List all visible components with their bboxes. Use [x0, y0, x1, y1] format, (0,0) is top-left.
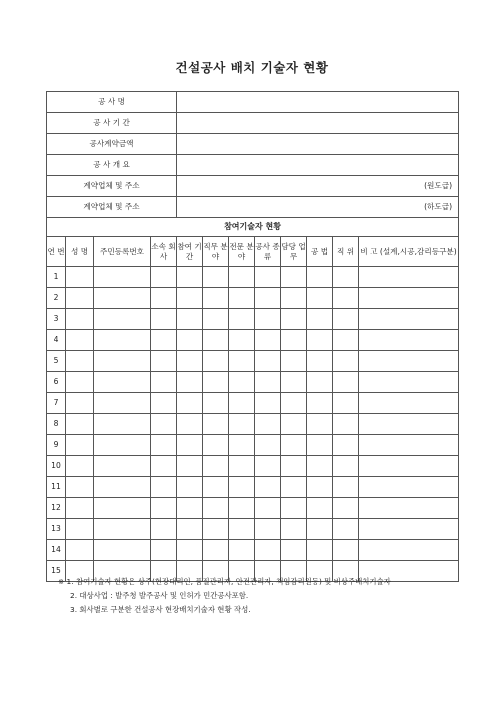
table-cell[interactable] — [281, 372, 307, 393]
table-cell[interactable] — [203, 540, 229, 561]
row-number: 3 — [47, 309, 66, 330]
table-cell[interactable] — [255, 456, 281, 477]
table-cell[interactable] — [151, 414, 177, 435]
table-row — [47, 519, 459, 540]
table-cell[interactable] — [66, 288, 94, 309]
table-cell[interactable] — [177, 540, 203, 561]
table-cell[interactable] — [177, 372, 203, 393]
table-row — [47, 414, 459, 435]
table-cell[interactable] — [203, 351, 229, 372]
table-cell[interactable] — [229, 267, 255, 288]
table-cell[interactable] — [177, 393, 203, 414]
table-cell[interactable] — [151, 435, 177, 456]
table-cell[interactable] — [307, 372, 333, 393]
table-cell[interactable] — [177, 288, 203, 309]
table-cell[interactable] — [333, 372, 359, 393]
column-header: 담당 업무 — [281, 237, 307, 267]
table-cell[interactable] — [333, 477, 359, 498]
table-cell[interactable] — [229, 435, 255, 456]
table-cell[interactable] — [255, 393, 281, 414]
table-row — [47, 456, 459, 477]
table-cell[interactable] — [94, 372, 151, 393]
column-header: 참여 기간 — [177, 237, 203, 267]
table-cell[interactable] — [203, 267, 229, 288]
table-cell[interactable] — [255, 498, 281, 519]
table-cell[interactable] — [66, 267, 94, 288]
row-number: 7 — [47, 393, 66, 414]
table-row — [47, 351, 459, 372]
table-cell[interactable] — [359, 456, 459, 477]
table-cell[interactable] — [359, 351, 459, 372]
table-cell[interactable] — [333, 519, 359, 540]
table-cell[interactable] — [151, 267, 177, 288]
table-cell[interactable] — [307, 519, 333, 540]
table-cell[interactable] — [359, 309, 459, 330]
table-cell[interactable] — [229, 498, 255, 519]
table-cell[interactable] — [66, 351, 94, 372]
row-number: 1 — [47, 267, 66, 288]
info-value-field[interactable] — [177, 134, 459, 155]
table-cell[interactable] — [94, 456, 151, 477]
table-row — [47, 330, 459, 351]
row-number: 11 — [47, 477, 66, 498]
row-number: 4 — [47, 330, 66, 351]
table-cell[interactable] — [151, 330, 177, 351]
column-header: 공 법 — [307, 237, 333, 267]
table-cell[interactable] — [177, 477, 203, 498]
table-cell[interactable] — [94, 267, 151, 288]
row-number: 6 — [47, 372, 66, 393]
table-cell[interactable] — [281, 309, 307, 330]
note-line: 3. 회사별로 구분한 건설공사 현장배치기술자 현황 작성. — [70, 605, 251, 614]
row-number: 15 — [47, 561, 66, 582]
table-cell[interactable] — [281, 288, 307, 309]
table-row — [47, 288, 459, 309]
table-cell[interactable] — [333, 414, 359, 435]
table-cell[interactable] — [281, 435, 307, 456]
table-cell[interactable] — [151, 288, 177, 309]
table-cell[interactable] — [255, 477, 281, 498]
column-header: 전문 분야 — [229, 237, 255, 267]
column-header: 비 고 (설계,시공,감리등구분) — [359, 237, 459, 267]
info-row — [47, 176, 459, 197]
table-cell[interactable] — [94, 309, 151, 330]
table-cell[interactable] — [333, 267, 359, 288]
table-row — [47, 477, 459, 498]
table-cell[interactable] — [229, 330, 255, 351]
table-cell[interactable] — [229, 456, 255, 477]
table-cell[interactable] — [203, 372, 229, 393]
table-cell[interactable] — [359, 540, 459, 561]
table-cell[interactable] — [203, 456, 229, 477]
table-cell[interactable] — [307, 288, 333, 309]
table-cell[interactable] — [94, 477, 151, 498]
table-cell[interactable] — [281, 477, 307, 498]
info-row — [47, 197, 459, 218]
table-cell[interactable] — [255, 288, 281, 309]
column-header: 공사 종류 — [255, 237, 281, 267]
info-value-field[interactable]: (하도급) — [177, 197, 459, 218]
table-cell[interactable] — [333, 393, 359, 414]
table-cell[interactable] — [177, 414, 203, 435]
table-cell[interactable] — [307, 330, 333, 351]
info-label: 공 사 명 — [47, 92, 177, 113]
table-cell[interactable] — [307, 498, 333, 519]
table-cell[interactable] — [281, 330, 307, 351]
table-cell[interactable] — [229, 309, 255, 330]
info-row — [47, 155, 459, 176]
info-label: 계약업체 및 주소 — [47, 197, 177, 218]
table-cell[interactable] — [307, 477, 333, 498]
row-number: 14 — [47, 540, 66, 561]
table-cell[interactable] — [94, 519, 151, 540]
table-cell[interactable] — [255, 309, 281, 330]
table-cell[interactable] — [66, 393, 94, 414]
table-cell[interactable] — [203, 477, 229, 498]
table-cell[interactable] — [203, 498, 229, 519]
table-cell[interactable] — [359, 498, 459, 519]
column-header: 직 위 — [333, 237, 359, 267]
table-cell[interactable] — [177, 519, 203, 540]
table-cell[interactable] — [151, 309, 177, 330]
row-number: 13 — [47, 519, 66, 540]
info-label: 공사계약금액 — [47, 134, 177, 155]
table-cell[interactable] — [359, 267, 459, 288]
table-cell[interactable] — [203, 330, 229, 351]
row-number: 2 — [47, 288, 66, 309]
table-cell[interactable] — [255, 330, 281, 351]
table-cell[interactable] — [203, 309, 229, 330]
note-line: 2. 대상사업 : 발주청 발주공사 및 인허가 민간공사포함. — [70, 591, 249, 600]
table-cell[interactable] — [151, 498, 177, 519]
info-label: 공 사 기 간 — [47, 113, 177, 134]
table-cell[interactable] — [333, 351, 359, 372]
column-header: 연 번 — [47, 237, 66, 267]
table-cell[interactable] — [177, 456, 203, 477]
table-cell[interactable] — [255, 267, 281, 288]
table-cell[interactable] — [281, 414, 307, 435]
table-row — [47, 435, 459, 456]
table-cell[interactable] — [229, 372, 255, 393]
table-cell[interactable] — [203, 519, 229, 540]
info-label: 공 사 개 요 — [47, 155, 177, 176]
table-cell[interactable] — [359, 414, 459, 435]
table-row — [47, 309, 459, 330]
column-header: 직무 분야 — [203, 237, 229, 267]
table-cell[interactable] — [229, 477, 255, 498]
table-cell[interactable] — [229, 414, 255, 435]
table-cell[interactable] — [94, 540, 151, 561]
table-cell[interactable] — [66, 519, 94, 540]
table-cell[interactable] — [255, 519, 281, 540]
table-cell[interactable] — [94, 498, 151, 519]
table-cell[interactable] — [203, 435, 229, 456]
info-value-field[interactable] — [177, 155, 459, 176]
table-cell[interactable] — [255, 414, 281, 435]
info-value-field[interactable] — [177, 113, 459, 134]
table-cell[interactable] — [94, 435, 151, 456]
table-cell[interactable] — [177, 498, 203, 519]
table-cell[interactable] — [94, 288, 151, 309]
table-cell[interactable] — [333, 288, 359, 309]
table-cell[interactable] — [203, 393, 229, 414]
table-cell[interactable] — [281, 498, 307, 519]
table-cell[interactable] — [151, 519, 177, 540]
table-row — [47, 393, 459, 414]
table-cell[interactable] — [359, 477, 459, 498]
table-cell[interactable] — [66, 435, 94, 456]
table-cell[interactable] — [255, 540, 281, 561]
table-cell[interactable] — [151, 372, 177, 393]
table-cell[interactable] — [307, 414, 333, 435]
column-header: 성 명 — [66, 237, 94, 267]
info-row — [47, 134, 459, 155]
table-cell[interactable] — [281, 540, 307, 561]
table-cell[interactable] — [255, 372, 281, 393]
table-cell[interactable] — [151, 477, 177, 498]
table-row — [47, 498, 459, 519]
table-cell[interactable] — [359, 372, 459, 393]
table-cell[interactable] — [66, 414, 94, 435]
table-cell[interactable] — [307, 456, 333, 477]
table-cell[interactable] — [151, 456, 177, 477]
table-row — [47, 372, 459, 393]
table-cell[interactable] — [203, 414, 229, 435]
table-cell[interactable] — [307, 540, 333, 561]
row-number: 9 — [47, 435, 66, 456]
table-row — [47, 540, 459, 561]
table-row — [47, 267, 459, 288]
table-cell[interactable] — [177, 351, 203, 372]
info-label: 계약업체 및 주소 — [47, 176, 177, 197]
table-cell[interactable] — [255, 351, 281, 372]
table-cell[interactable] — [177, 267, 203, 288]
info-value-field[interactable]: (원도급) — [177, 176, 459, 197]
table-cell[interactable] — [281, 393, 307, 414]
column-header: 주민등록번호 — [94, 237, 151, 267]
table-cell[interactable] — [66, 498, 94, 519]
table-cell[interactable] — [203, 288, 229, 309]
row-number: 8 — [47, 414, 66, 435]
table-cell[interactable] — [94, 393, 151, 414]
table-cell[interactable] — [229, 393, 255, 414]
table-cell[interactable] — [229, 540, 255, 561]
table-cell[interactable] — [66, 477, 94, 498]
table-cell[interactable] — [307, 435, 333, 456]
section-title: 참여기술자 현황 — [47, 218, 459, 237]
page-title: 건설공사 배치 기술자 현황 — [175, 60, 329, 75]
table-cell[interactable] — [281, 456, 307, 477]
info-row — [47, 113, 459, 134]
table-cell[interactable] — [94, 330, 151, 351]
row-number: 12 — [47, 498, 66, 519]
table-cell[interactable] — [94, 351, 151, 372]
table-cell[interactable] — [307, 393, 333, 414]
table-cell[interactable] — [333, 456, 359, 477]
table-cell[interactable] — [359, 519, 459, 540]
info-row — [47, 92, 459, 113]
table-cell[interactable] — [359, 330, 459, 351]
table-cell[interactable] — [151, 351, 177, 372]
table-cell[interactable] — [307, 267, 333, 288]
table-cell[interactable] — [177, 330, 203, 351]
table-cell[interactable] — [359, 435, 459, 456]
table-cell[interactable] — [281, 267, 307, 288]
table-cell[interactable] — [66, 330, 94, 351]
table-cell[interactable] — [333, 498, 359, 519]
table-cell[interactable] — [229, 288, 255, 309]
table-cell[interactable] — [359, 288, 459, 309]
table-cell[interactable] — [333, 435, 359, 456]
row-number: 10 — [47, 456, 66, 477]
table-cell[interactable] — [229, 519, 255, 540]
table-cell[interactable] — [94, 414, 151, 435]
table-cell[interactable] — [229, 351, 255, 372]
table-cell[interactable] — [177, 435, 203, 456]
table-cell[interactable] — [66, 540, 94, 561]
table-cell[interactable] — [66, 372, 94, 393]
table-cell[interactable] — [307, 309, 333, 330]
notes — [58, 575, 391, 617]
note-line: ※ 1. 참여기술자 현황은 상주(현장대리인, 품질관리자, 안전관리자, 책임감리원등) 및 비상주배치기술자 — [58, 577, 391, 586]
technician-table — [46, 91, 459, 582]
table-cell[interactable] — [281, 519, 307, 540]
table-cell[interactable] — [66, 456, 94, 477]
table-cell[interactable] — [151, 393, 177, 414]
table-cell[interactable] — [151, 540, 177, 561]
table-cell[interactable] — [307, 351, 333, 372]
table-cell[interactable] — [281, 351, 307, 372]
table-cell[interactable] — [177, 309, 203, 330]
table-cell[interactable] — [255, 435, 281, 456]
table-cell[interactable] — [333, 330, 359, 351]
table-cell[interactable] — [359, 393, 459, 414]
row-number: 5 — [47, 351, 66, 372]
column-header: 소속 회사 — [151, 237, 177, 267]
table-cell[interactable] — [333, 309, 359, 330]
info-value-field[interactable] — [177, 92, 459, 113]
table-cell[interactable] — [66, 309, 94, 330]
table-cell[interactable] — [333, 540, 359, 561]
